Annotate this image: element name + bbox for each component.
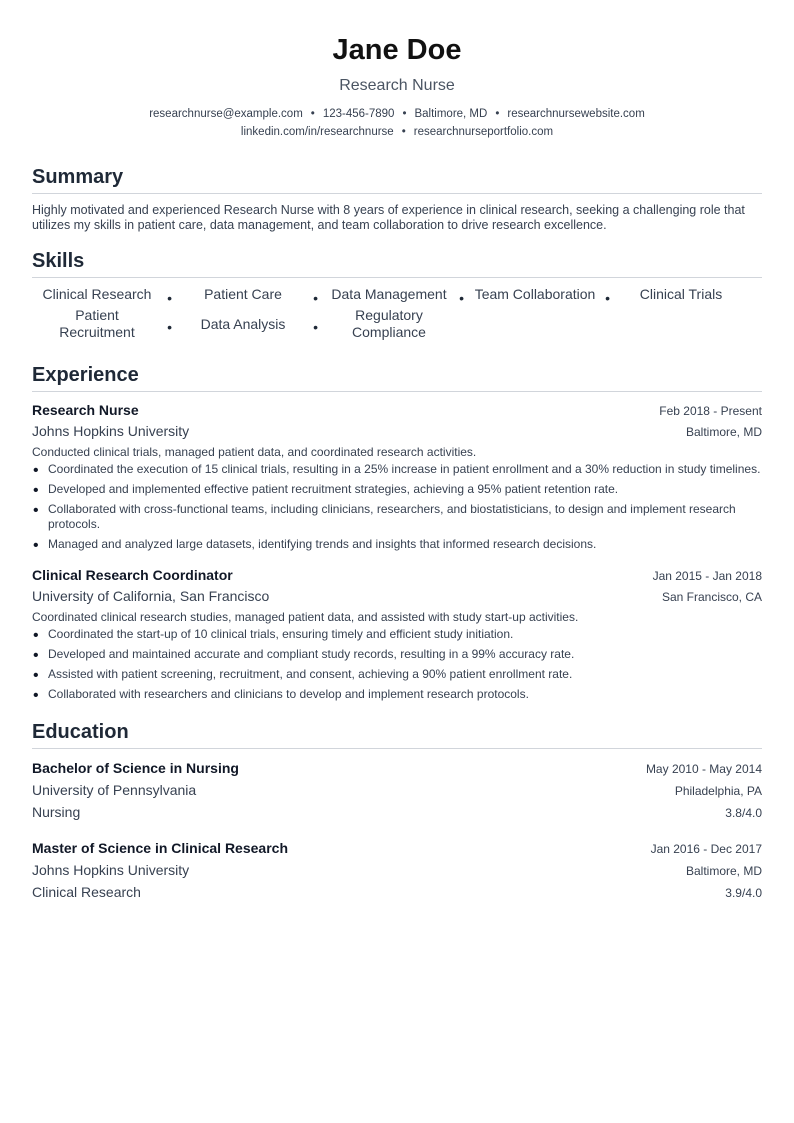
experience-org-row (32, 586, 762, 608)
skill-label: Patient Recruitment (59, 307, 135, 340)
education-heading: Education (32, 720, 762, 749)
skill-item (324, 286, 464, 306)
job-bullet: • Developed and maintained accurate and compliant study records, resulting in a 99% accuracy rate. (32, 647, 762, 662)
job-bullet: • Managed and analyzed large datasets, identifying trends and insights that informed research decisions. (32, 537, 762, 552)
job-location: San Francisco, CA (661, 590, 762, 604)
education-degree-row (32, 838, 762, 860)
contact-row-primary (32, 105, 762, 123)
education-field-row (32, 882, 762, 904)
contact-separator: • (401, 126, 406, 138)
summary-text: Highly motivated and experienced Research Nurse with 8 years of experience in clinical research, seeking a challenging role that utilizes my skills in patient care, data management, and team collaboration to drive research excellence. (32, 203, 745, 232)
skills-heading: Skills (32, 249, 762, 278)
skill-item (178, 286, 318, 306)
skills-grid (32, 286, 762, 345)
job-description: Coordinated clinical research studies, managed patient data, and assisted with study start-up activities. (32, 610, 579, 624)
skill-separator: • (167, 319, 172, 335)
job-bullet: • Coordinated the start-up of 10 clinical trials, ensuring timely and efficient study initiation. (32, 627, 762, 642)
gpa: 3.8/4.0 (725, 806, 762, 820)
job-location: Baltimore, MD (685, 425, 762, 439)
skill-label: Clinical Trials (639, 286, 723, 302)
contact-separator: • (310, 108, 315, 120)
skill-separator: • (313, 290, 318, 306)
degree-title: Master of Science in Clinical Research (32, 840, 288, 856)
school-name: University of Pennsylvania (32, 782, 197, 798)
job-bullet: • Collaborated with cross-functional teams, including clinicians, researchers, and biostatisticians, to design and implement research protocols. (32, 502, 762, 532)
experience-header-row (32, 401, 762, 421)
skill-label: Clinical Research (42, 286, 152, 302)
contact-portfolio[interactable]: researchnurseportfolio.com (413, 126, 554, 138)
education-section (32, 720, 762, 904)
skill-item (32, 286, 172, 306)
skill-label: Regulatory Compliance (352, 307, 426, 340)
summary-section (32, 165, 762, 233)
job-dates: Feb 2018 - Present (659, 404, 762, 418)
education-entry (32, 758, 762, 824)
skill-item (32, 307, 172, 341)
skill-separator: • (167, 290, 172, 306)
skill-item (324, 307, 454, 341)
gpa: 3.9/4.0 (725, 886, 762, 900)
skill-item (178, 307, 318, 341)
experience-heading: Experience (32, 363, 762, 392)
skill-separator: • (313, 319, 318, 335)
skill-item (616, 286, 746, 303)
degree-dates: May 2010 - May 2014 (645, 762, 762, 776)
school-name: Johns Hopkins University (32, 862, 190, 878)
degree-dates: Jan 2016 - Dec 2017 (650, 842, 762, 856)
education-school-row (32, 860, 762, 882)
education-entry (32, 838, 762, 904)
job-bullet: • Developed and implemented effective patient recruitment strategies, achieving a 95% patient retention rate. (32, 482, 762, 497)
resume-header (32, 0, 762, 141)
job-bullet: • Assisted with patient screening, recruitment, and consent, achieving a 90% patient enrollment rate. (32, 667, 762, 682)
job-description: Conducted clinical trials, managed patient data, and coordinated research activities. (32, 445, 477, 459)
skill-label: Patient Care (204, 286, 282, 302)
contact-separator: • (402, 108, 407, 120)
job-company: University of California, San Francisco (32, 588, 270, 604)
contact-linkedin[interactable]: linkedin.com/in/researchnurse (240, 126, 394, 138)
candidate-title: Research Nurse (339, 77, 455, 94)
skill-label: Data Analysis (200, 316, 286, 332)
experience-header-row (32, 566, 762, 586)
summary-heading: Summary (32, 165, 762, 194)
job-dates: Jan 2015 - Jan 2018 (652, 569, 762, 583)
contact-phone[interactable]: 123-456-7890 (322, 108, 395, 120)
experience-org-row (32, 421, 762, 443)
experience-section (32, 363, 762, 702)
school-location: Baltimore, MD (685, 864, 762, 878)
contact-email[interactable]: researchnurse@example.com (149, 108, 303, 120)
skill-label: Data Management (331, 286, 447, 302)
job-bullets (32, 462, 762, 552)
candidate-name: Jane Doe (332, 34, 462, 66)
job-bullet: • Collaborated with researchers and clinicians to develop and implement research protocols. (32, 687, 762, 702)
job-bullets (32, 627, 762, 702)
education-field-row (32, 802, 762, 824)
degree-title: Bachelor of Science in Nursing (32, 760, 239, 776)
contact-separator: • (495, 108, 500, 120)
job-company: Johns Hopkins University (32, 423, 190, 439)
contact-website[interactable]: researchnursewebsite.com (507, 108, 645, 120)
job-bullet: • Coordinated the execution of 15 clinical trials, resulting in a 25% increase in patient enrollment and a 30% reduction in study timelines. (32, 462, 762, 477)
field-of-study: Clinical Research (32, 884, 141, 900)
school-location: Philadelphia, PA (674, 784, 762, 798)
education-degree-row (32, 758, 762, 780)
skill-label: Team Collaboration (474, 286, 596, 302)
skill-separator: • (459, 290, 464, 306)
job-title: Research Nurse (32, 402, 139, 418)
contact-row-secondary (32, 123, 762, 141)
job-title: Clinical Research Coordinator (32, 567, 233, 583)
contact-location: Baltimore, MD (414, 108, 488, 120)
education-school-row (32, 780, 762, 802)
skill-item (470, 286, 610, 306)
experience-entry (32, 401, 762, 552)
skills-section (32, 249, 762, 345)
field-of-study: Nursing (32, 804, 81, 820)
skill-separator: • (605, 290, 610, 306)
experience-entry (32, 566, 762, 702)
